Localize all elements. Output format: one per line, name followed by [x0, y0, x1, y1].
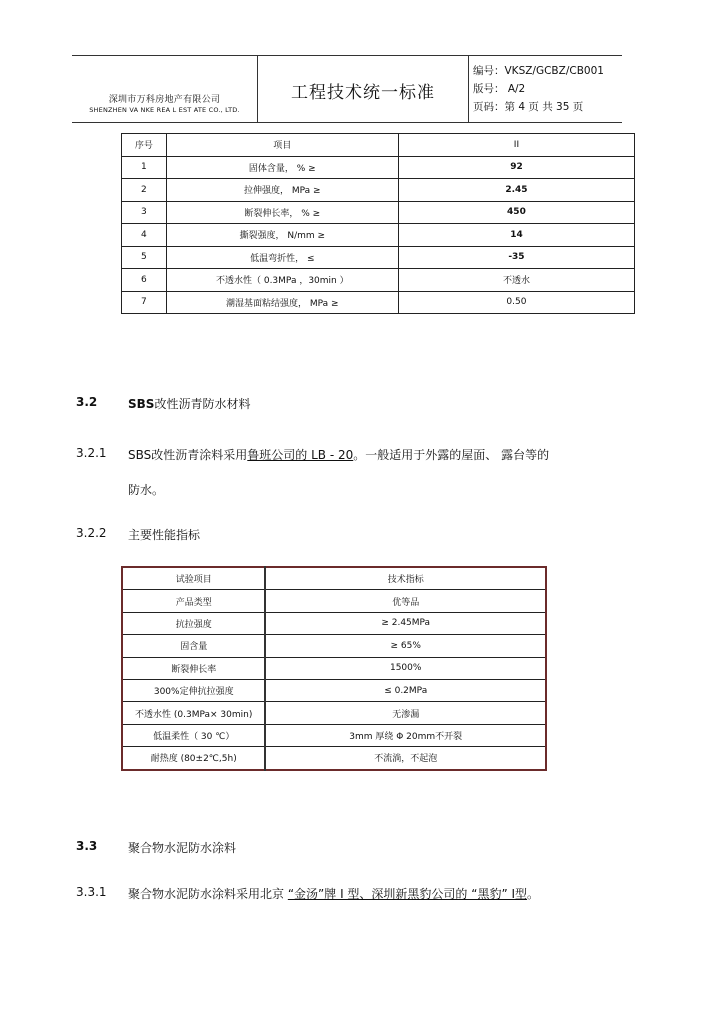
table-row: [122, 156, 635, 179]
section-heading-part: SBS: [128, 397, 155, 411]
header-cell: 项目: [166, 134, 398, 157]
table-cell: 断裂伸长率: [122, 657, 265, 679]
performance-table: [121, 566, 547, 771]
document-title: 工程技术统一标准: [291, 83, 435, 103]
table-cell: 试验项目: [122, 567, 265, 590]
table-cell: 2.45: [398, 179, 634, 202]
company-name-cn: 深圳市万科房地产有限公司: [108, 95, 221, 105]
table-row: [122, 702, 546, 724]
table-cell: 技术指标: [265, 567, 546, 590]
table-cell: 断裂伸长率， % ≥: [166, 201, 398, 224]
section-number: 3.2: [76, 395, 98, 409]
table-cell: 2: [122, 179, 167, 202]
table-row: [122, 612, 546, 634]
table-cell: 6: [122, 269, 167, 292]
table-cell: 3mm 厚绕 Φ 20mm不开裂: [265, 724, 546, 746]
table-cell: 0.50: [398, 291, 634, 314]
document-version: 版号： A/2: [473, 83, 526, 95]
table-cell: 7: [122, 291, 167, 314]
table-cell: 450: [398, 201, 634, 224]
section-number: 3.2.2: [76, 526, 107, 540]
header-cell: II: [398, 134, 634, 157]
table-row: [122, 269, 635, 292]
table-cell: ≤ 0.2MPa: [265, 679, 546, 701]
table-row: [122, 291, 635, 314]
properties-table: [121, 133, 635, 314]
table-row: [122, 201, 635, 224]
table-row: [122, 567, 546, 590]
table-cell: 拉伸强度， MPa ≥: [166, 179, 398, 202]
table-cell: 92: [398, 156, 634, 179]
table-cell: 1500%: [265, 657, 546, 679]
title-cell: [258, 56, 469, 122]
table-cell: 不透水: [398, 269, 634, 292]
document-header: [72, 55, 622, 123]
section-number: 3.3.1: [76, 885, 107, 899]
table-cell: 无渗漏: [265, 702, 546, 724]
section-heading: 主要性能指标: [128, 528, 201, 542]
table-cell: 固含量: [122, 635, 265, 657]
table-cell: 优等品: [265, 590, 546, 612]
text-span: 改性沥青涂料采用: [151, 448, 248, 462]
table-cell: 14: [398, 224, 634, 247]
table-cell: 3: [122, 201, 167, 224]
table-header-row: [122, 134, 635, 157]
section-heading: 聚合物水泥防水涂料: [128, 841, 237, 855]
header-cell: 序号: [122, 134, 167, 157]
table-cell: 不流淌，不起泡: [265, 747, 546, 770]
meta-cell: [469, 56, 622, 122]
paragraph-line: [128, 885, 539, 902]
section-heading-part: 改性沥青防水材料: [154, 397, 251, 411]
text-span: “金汤”牌 I 型、深圳新黑豹公司的 “黑豹” I型: [287, 887, 528, 901]
table-cell: 300%定伸抗拉强度: [122, 679, 265, 701]
text-span: 鲁班公司的 LB - 20: [247, 448, 354, 462]
table-row: [122, 635, 546, 657]
table-cell: 不透水性 (0.3MPa× 30min): [122, 702, 265, 724]
section-number: 3.2.1: [76, 446, 107, 460]
table-row: [122, 724, 546, 746]
paragraph-line: [128, 446, 549, 463]
document-code: 编号：VKSZ/GCBZ/CB001: [473, 65, 604, 77]
table-row: [122, 657, 546, 679]
table-cell: 低温弯折性， ≤: [166, 246, 398, 269]
table-cell: -35: [398, 246, 634, 269]
company-name-en: SHENZHEN VA NKE REA L EST ATE CO., LTD.: [89, 106, 240, 114]
table-cell: 固体含量， % ≥: [166, 156, 398, 179]
table-cell: 4: [122, 224, 167, 247]
table-cell: 5: [122, 246, 167, 269]
text-span: 。一般适用于外露的屋面、 露台等的: [353, 448, 550, 462]
table-row: [122, 590, 546, 612]
section-number: 3.3: [76, 839, 98, 853]
table-cell: 产品类型: [122, 590, 265, 612]
table-cell: 撕裂强度， N/mm ≥: [166, 224, 398, 247]
text-span: 。: [527, 887, 540, 901]
table-cell: 低温柔性（ 30 ℃）: [122, 724, 265, 746]
table-cell: 潮湿基面粘结强度， MPa ≥: [166, 291, 398, 314]
table-cell: 不透水性（ 0.3MPa ，30min ）: [166, 269, 398, 292]
table-cell: 耐热度 (80±2℃,5h): [122, 747, 265, 770]
table-row: [122, 179, 635, 202]
paragraph-line: 防水。: [128, 483, 165, 497]
table-cell: 抗拉强度: [122, 612, 265, 634]
table-row: [122, 224, 635, 247]
page-number: 页码：第 4 页 共 35 页: [473, 101, 584, 113]
text-span: 聚合物水泥防水涂料采用北京: [128, 887, 288, 901]
table-row: [122, 246, 635, 269]
table-row: [122, 679, 546, 701]
table-cell: ≥ 65%: [265, 635, 546, 657]
section-heading: [128, 395, 250, 412]
company-cell: [72, 56, 258, 122]
text-span: SBS: [128, 448, 152, 462]
table-row: [122, 747, 546, 770]
table-cell: 1: [122, 156, 167, 179]
table-cell: ≥ 2.45MPa: [265, 612, 546, 634]
